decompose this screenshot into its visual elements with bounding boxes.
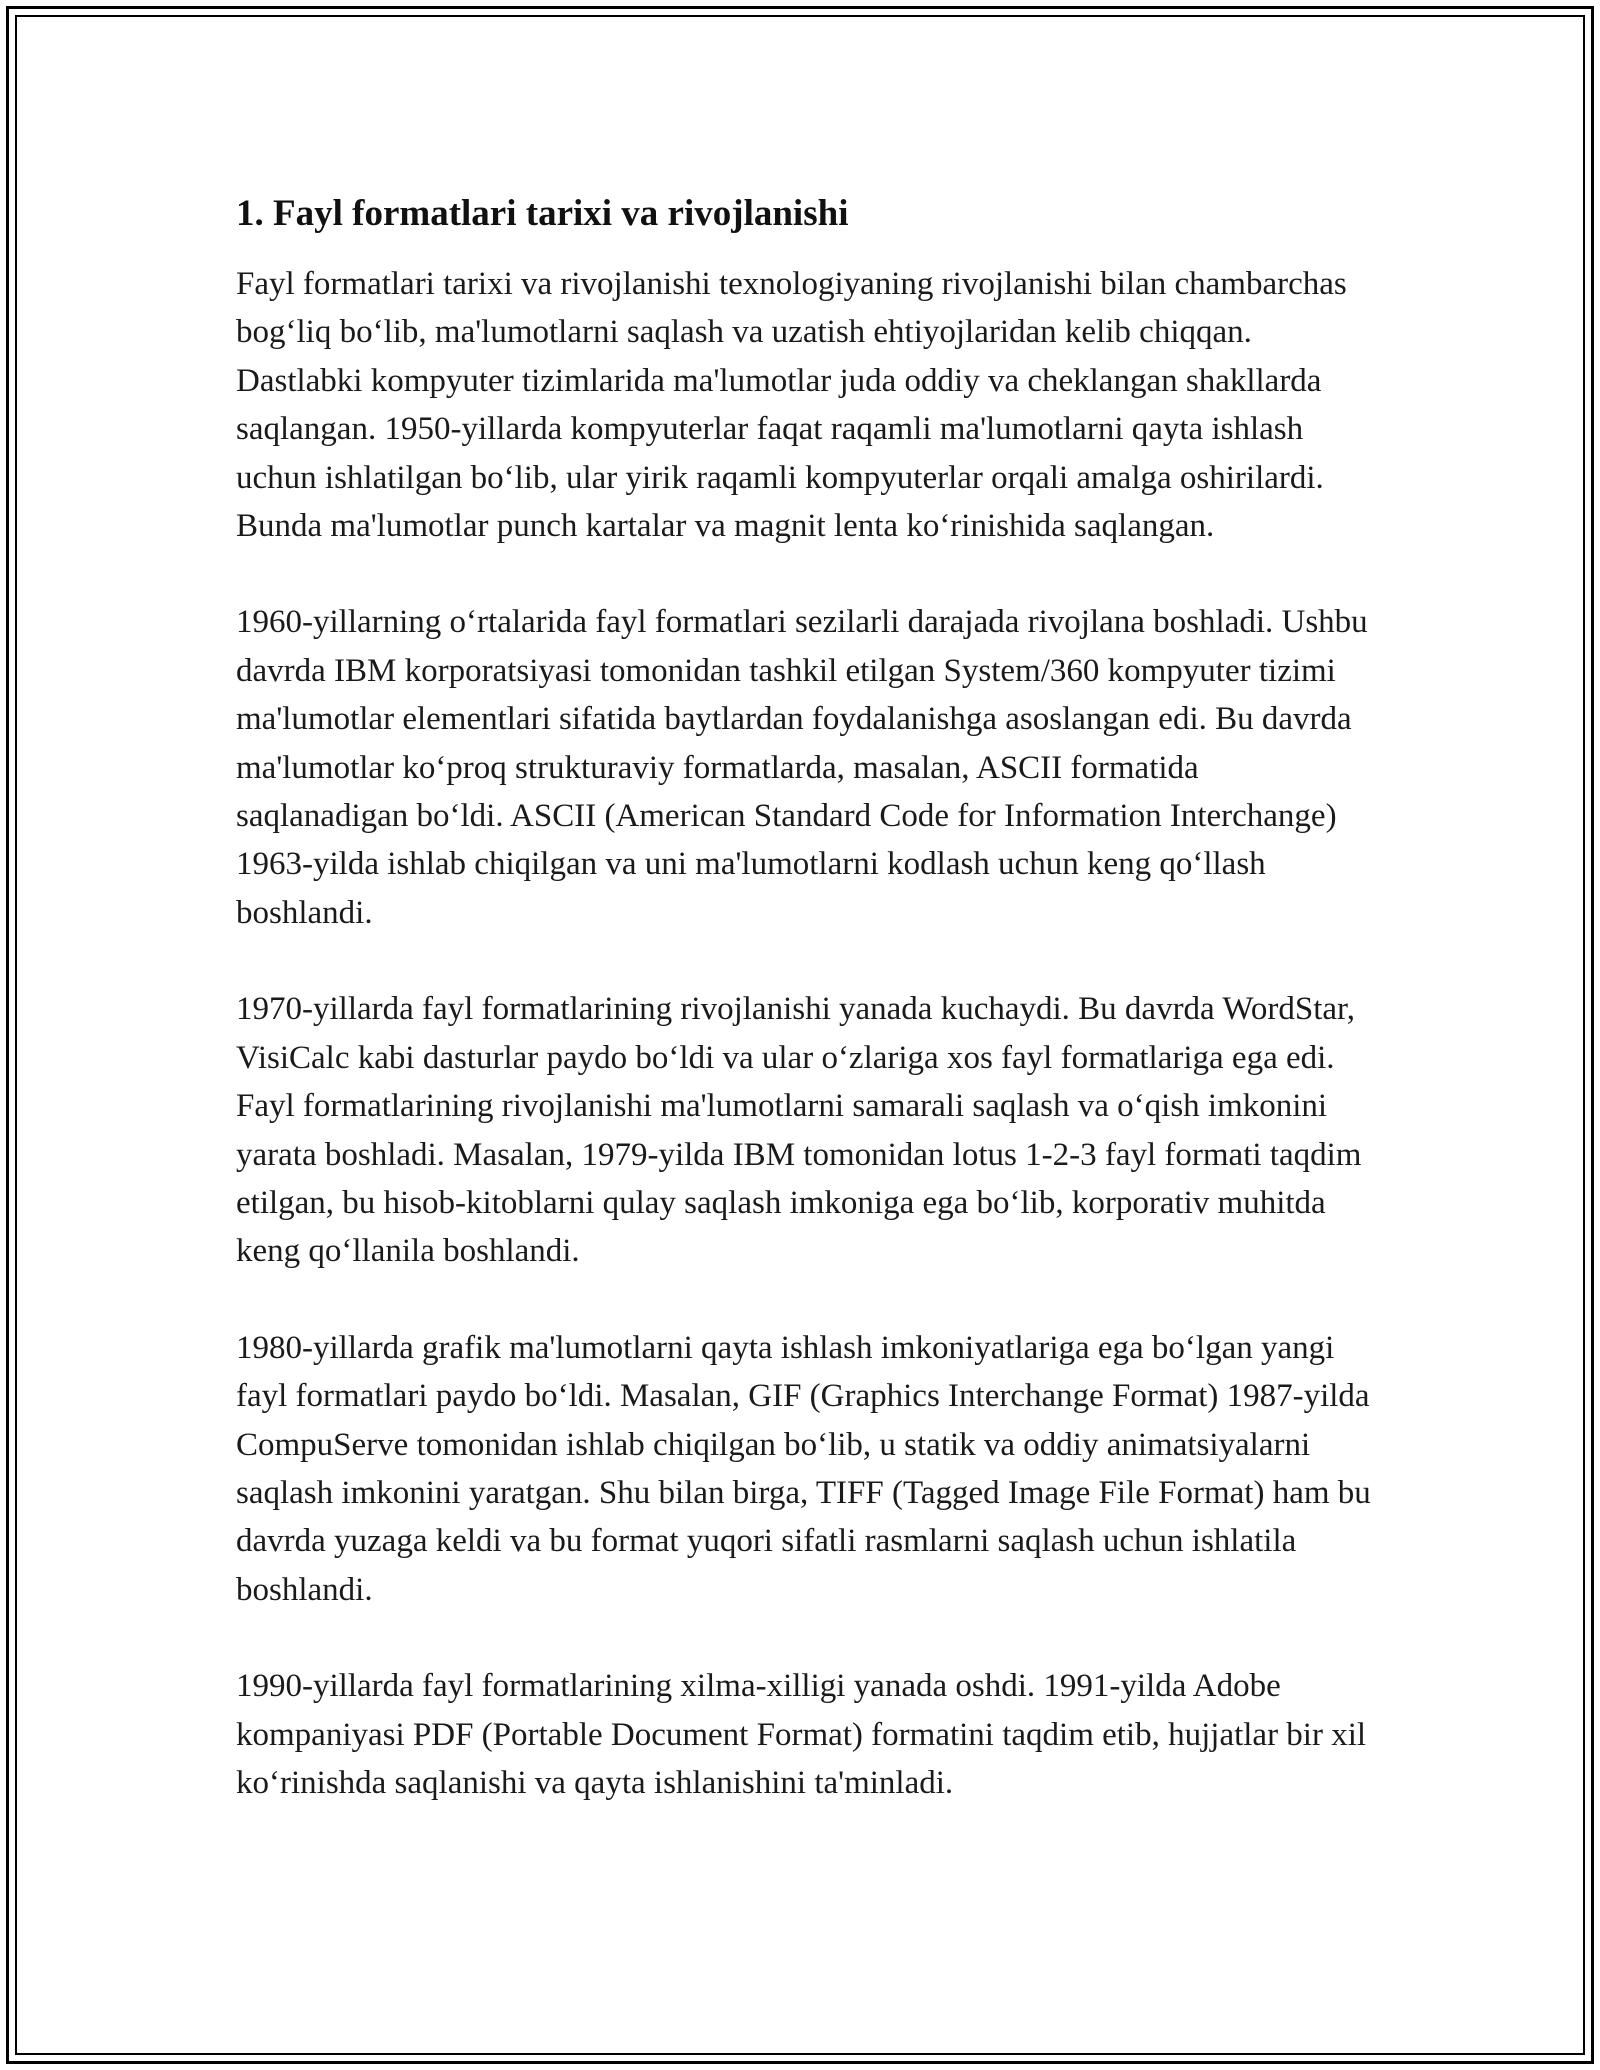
paragraph-2: 1960-yillarning o‘rtalarida fayl formatlari sezilarli darajada rivojlana boshladi. Ushbu davrda IBM korporatsiyasi tomonidan tashkil etilgan System/360 kompyuter tizimi ma'lumotlar elementlari sifatida baytlardan foydalanishga asoslangan edi. Bu davrda ma'lumotlar ko‘proq strukturaviy formatlarda, masalan, ASCII formatida saqlanadigan bo‘ldi. ASCII (American Standard Code for Information Interchange) 1963-yilda ishlab chiqilgan va uni ma'lumotlarni kodlash uchun keng qo‘llash boshlandi. — [236, 604, 1368, 931]
document-body — [236, 188, 1376, 1855]
paragraph-4: 1980-yillarda grafik ma'lumotlarni qayta ishlash imkoniyatlariga ega bo‘lgan yangi fayl formatlari paydo bo‘ldi. Masalan, GIF (Graphics Interchange Format) 1987-yilda CompuServe tomonidan ishlab chiqilgan bo‘lib, u statik va oddiy animatsiyalarni saqlash imkonini yaratgan. Shu bilan birga, TIFF (Tagged Image File Format) ham bu davrda yuzaga keldi va bu format yuqori sifatli rasmlarni saqlash uchun ishlatila boshlandi. — [236, 1329, 1371, 1608]
paragraph-5: 1990-yillarda fayl formatlarining xilma-xilligi yanada oshdi. 1991-yilda Adobe kompaniyasi PDF (Portable Document Format) formatini taqdim etib, hujjatlar bir xil ko‘rinishda saqlanishi va qayta ishlanishini ta'minladi. — [236, 1668, 1367, 1801]
paragraph-1: Fayl formatlari tarixi va rivojlanishi texnologiyaning rivojlanishi bilan chambarchas bog‘liq bo‘lib, ma'lumotlarni saqlash va uzatish ehtiyojlaridan kelib chiqqan. Dastlabki kompyuter tizimlarida ma'lumotlar juda oddiy va cheklangan shakllarda saqlangan. 1950-yillarda kompyuterlar faqat raqamli ma'lumotlarni qayta ishlash uchun ishlatilgan bo‘lib, ular yirik raqamli kompyuterlar orqali amalga oshirilardi. Bunda ma'lumotlar punch kartalar va magnit lenta ko‘rinishida saqlangan. — [236, 266, 1347, 545]
paragraph-3: 1970-yillarda fayl formatlarining rivojlanishi yanada kuchaydi. Bu davrda WordStar, VisiCalc kabi dasturlar paydo bo‘ldi va ular o‘zlariga xos fayl formatlariga ega edi. Fayl formatlarining rivojlanishi ma'lumotlarni samarali saqlash va o‘qish imkonini yarata boshladi. Masalan, 1979-yilda IBM tomonidan lotus 1-2-3 fayl formati taqdim etilgan, bu hisob-kitoblarni qulay saqlash imkoniga ega bo‘lib, korporativ muhitda keng qo‘llanila boshlandi. — [236, 991, 1362, 1270]
section-heading: 1. Fayl formatlari tarixi va rivojlanishi — [236, 193, 849, 234]
